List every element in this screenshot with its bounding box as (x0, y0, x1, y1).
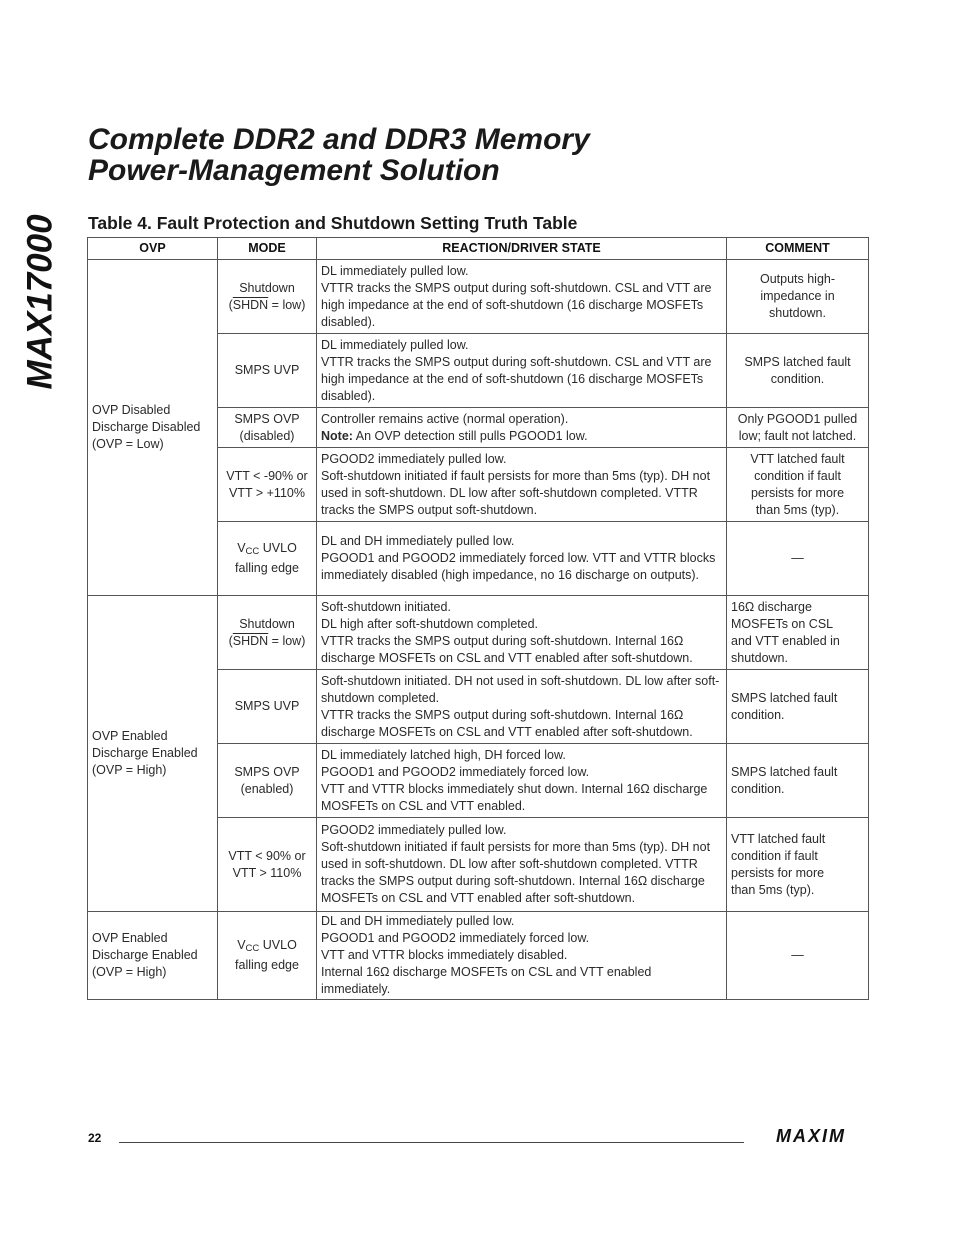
side-title-text: MAX17000 (21, 214, 61, 390)
header-mode: MODE (218, 238, 317, 260)
comment-cell: SMPS latched fault condition. (727, 334, 869, 408)
comment-cell: Only PGOOD1 pulled low; fault not latched. (727, 408, 869, 448)
comment-cell: — (727, 912, 869, 1000)
document-title-line-2: Power-Management Solution (88, 154, 500, 187)
mode-cell: Shutdown (SHDN = low) (218, 260, 317, 334)
reaction-cell: Controller remains active (normal operation). Note: An OVP detection still pulls PGOOD1 low. (317, 408, 727, 448)
reaction-cell: DL immediately pulled low. VTTR tracks the SMPS output during soft-shutdown. CSL and VTT are high impedance at the end of soft-shutdown (16 discharge MOSFETs disabled). (317, 260, 727, 334)
mode-cell: VTT < -90% or VTT > +110% (218, 448, 317, 522)
reaction-cell: PGOOD2 immediately pulled low. Soft-shutdown initiated if fault persists for more than 5ms (typ). DH not used in soft-shutdown. DL low after soft-shutdown completed. VTTR tracks the SMPS output during soft-shutdown. Internal 16Ω discharge MOSFETs on CSL and VTT enabled after soft-shutdown. (317, 818, 727, 912)
comment-cell: SMPS latched fault condition. (727, 670, 869, 744)
ovp-cell: OVP Enabled Discharge Enabled (OVP = High) (88, 912, 218, 1000)
logo-text: MAXIM (776, 1127, 846, 1145)
mode-cell: $V_{CC}$ UVLO falling edge (218, 522, 317, 596)
comment-cell: 16Ω discharge MOSFETs on CSL and VTT enabled in shutdown. (727, 596, 869, 670)
header-ovp: OVP (88, 238, 218, 260)
mode-cell: Shutdown (SHDN = low) (218, 596, 317, 670)
footer-rule (119, 1142, 744, 1143)
maxim-logo (756, 1127, 866, 1145)
reaction-cell: DL and DH immediately pulled low. PGOOD1 and PGOOD2 immediately forced low. VTT and VTTR blocks immediately disabled. Internal 16Ω discharge MOSFETs on CSL and VTT enabled immediately. (317, 912, 727, 1000)
mode-cell: VTT < 90% or VTT > 110% (218, 818, 317, 912)
table-row (88, 596, 869, 670)
table-caption: Table 4. Fault Protection and Shutdown Setting Truth Table (88, 213, 578, 233)
header-comment: COMMENT (727, 238, 869, 260)
mode-cell: $V_{CC}$ UVLO falling edge (218, 912, 317, 1000)
table-row (88, 912, 869, 1000)
reaction-cell: DL and DH immediately pulled low. PGOOD1 and PGOOD2 immediately forced low. VTT and VTTR blocks immediately disabled (high impedance, no 16 discharge on outputs). (317, 522, 727, 596)
side-title (12, 213, 70, 391)
mode-cell: SMPS OVP (enabled) (218, 744, 317, 818)
table-header-row (88, 238, 869, 260)
table-row (88, 260, 869, 334)
mode-cell: SMPS UVP (218, 670, 317, 744)
comment-cell: VTT latched fault condition if fault persists for more than 5ms (typ). (727, 448, 869, 522)
header-reaction: REACTION/DRIVER STATE (317, 238, 727, 260)
page-number: 22 (88, 1131, 102, 1145)
reaction-cell: PGOOD2 immediately pulled low. Soft-shutdown initiated if fault persists for more than 5ms (typ). DH not used in soft-shutdown. DL low after soft-shutdown completed. VTTR tracks the SMPS output soft-shutdown. (317, 448, 727, 522)
fault-protection-truth-table (87, 237, 869, 1000)
ovp-cell: OVP Enabled Discharge Enabled (OVP = High) (88, 596, 218, 912)
comment-cell: SMPS latched fault condition. (727, 744, 869, 818)
reaction-cell: Soft-shutdown initiated. DH not used in soft-shutdown. DL low after soft-shutdown completed. VTTR tracks the SMPS output during soft-shutdown. Internal 16Ω discharge MOSFETs on CSL and VTT enabled after soft-shutdown. (317, 670, 727, 744)
reaction-cell: DL immediately pulled low. VTTR tracks the SMPS output during soft-shutdown. CSL and VTT are high impedance at the end of soft-shutdown (16 discharge MOSFETs disabled). (317, 334, 727, 408)
comment-cell: — (727, 522, 869, 596)
reaction-cell: Soft-shutdown initiated. DL high after soft-shutdown completed. VTTR tracks the SMPS output during soft-shutdown. Internal 16Ω discharge MOSFETs on CSL and VTT enabled after soft-shutdown. (317, 596, 727, 670)
document-title (88, 124, 590, 186)
comment-cell: VTT latched fault condition if fault persists for more than 5ms (typ). (727, 818, 869, 912)
note-label: Note: (321, 428, 353, 443)
comment-cell: Outputs high- impedance in shutdown. (727, 260, 869, 334)
mode-cell: SMPS OVP (disabled) (218, 408, 317, 448)
reaction-cell: DL immediately latched high, DH forced low. PGOOD1 and PGOOD2 immediately forced low. VTT and VTTR blocks immediately shut down. Internal 16Ω discharge MOSFETs on CSL and VTT enabled. (317, 744, 727, 818)
ovp-cell: OVP Disabled Discharge Disabled (OVP = Low) (88, 260, 218, 596)
mode-cell: SMPS UVP (218, 334, 317, 408)
document-title-line-1: Complete DDR2 and DDR3 Memory (88, 123, 590, 156)
